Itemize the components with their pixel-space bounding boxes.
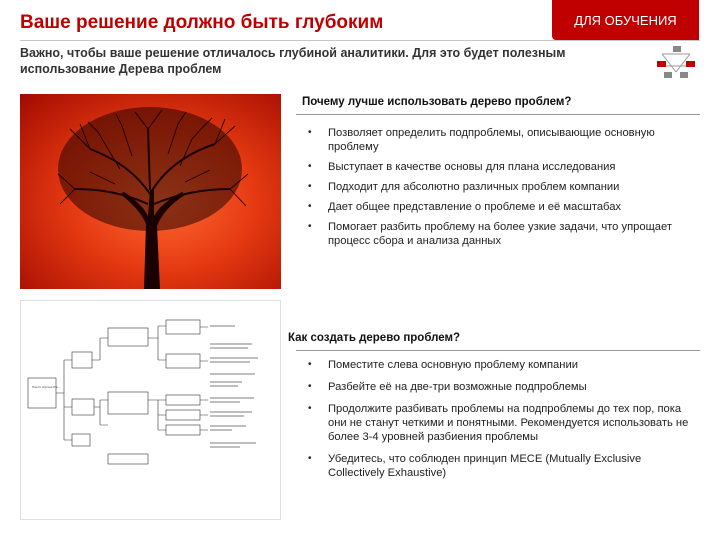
tree-node-l2-b [108,392,148,414]
how-heading-rule [296,350,700,351]
why-item: • Дает общее представление о проблеме и её масштабах [308,201,622,213]
how-item: • Убедитесь, что соблюден принцип MECE (Mutually Exclusive Collectively Exhaustive) [308,453,642,479]
why-list [302,126,698,254]
tree-node-l3-d [166,410,200,420]
diagram-frame [21,301,281,520]
tree-node-l2-c [108,454,148,464]
training-badge: ДЛЯ ОБУЧЕНИЯ [552,0,699,40]
why-heading: Почему лучше использовать дерево проблем? [302,96,572,108]
tree-node-l3-b [166,354,200,368]
tree-photo [20,94,281,289]
how-item: • Продолжите разбивать проблемы на подпроблемы до тех пор, пока они не станут четкими и понятными. Рекомендуется использовать не более 3-4 уровней разбиения проблемы [308,403,689,443]
tree-node-l1-b [72,399,94,415]
why-item: • Подходит для абсолютно различных проблем компании [308,181,620,193]
tree-node-l1-a [72,352,92,368]
bullet-icon: • [308,127,312,138]
bullet-icon: • [308,403,312,414]
tree-node-l2-a [108,328,148,346]
tree-root-node [28,378,56,408]
bullet-icon: • [308,201,312,212]
how-list [302,358,698,486]
page-subtitle: Важно, чтобы ваше решение отличалось глубиной аналитики. Для это будет полезным использование Дерева проблем [20,46,566,76]
how-item: • Поместите слева основную проблему компании [308,359,578,371]
tree-node-l1-c [72,434,90,446]
bullet-icon: • [308,181,312,192]
why-item: • Позволяет определить подпроблемы, описывающие основную проблему [308,127,655,153]
tree-root-label: How to improve the ... [32,386,61,389]
bullet-icon: • [308,359,312,370]
header-divider [20,40,700,41]
bullet-icon: • [308,221,312,232]
why-heading-rule [296,114,700,115]
problem-tree-diagram [20,300,281,520]
tree-node-l3-c [166,395,200,405]
bullet-icon: • [308,453,312,464]
how-item: • Разбейте её на две-три возможные подпроблемы [308,381,587,393]
tree-silhouette-icon [20,94,281,289]
how-heading: Как создать дерево проблем? [288,332,461,344]
bullet-icon: • [308,161,312,172]
tree-node-l3-a [166,320,200,334]
bullet-icon: • [308,381,312,392]
why-item: • Помогает разбить проблему на более узкие задачи, что упрощает процесс сбора и анализа данных [308,221,673,247]
page-title: Ваше решение должно быть глубоким [20,12,384,33]
network-logo-icon [654,44,698,80]
tree-node-l3-e [166,425,200,435]
why-item: • Выступает в качестве основы для плана исследования [308,161,616,173]
